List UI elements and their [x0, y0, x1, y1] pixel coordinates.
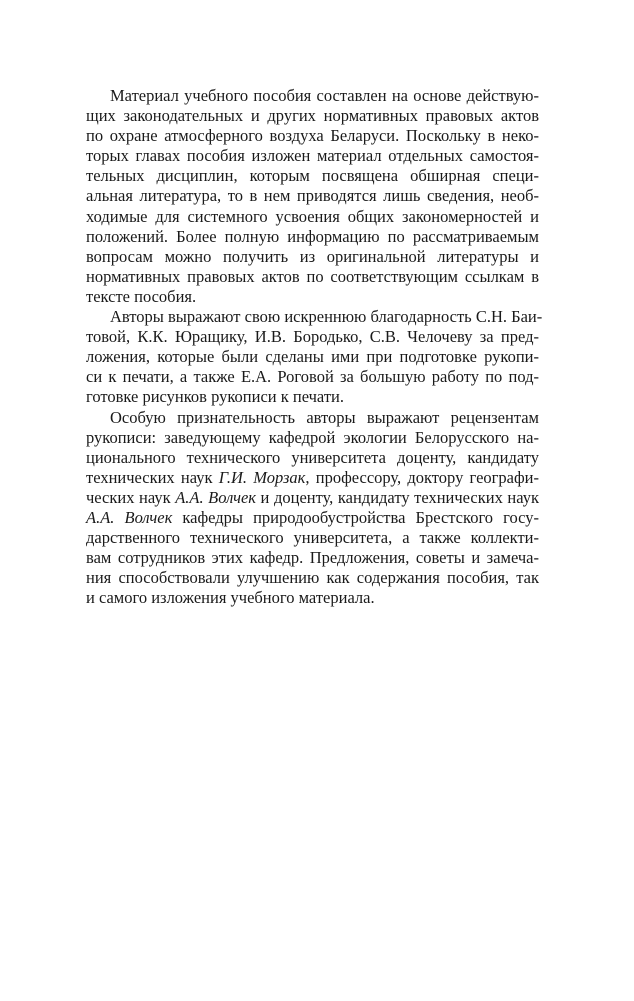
paragraph-3	[86, 408, 539, 609]
text-line: Материал учебного пособия составлен на основе действую-	[110, 86, 539, 105]
text-line: А.А. Волчек кафедры природообустройства Брестского госу-	[86, 507, 539, 527]
text-line: ходимые для системного усвоения общих закономерностей и	[86, 206, 539, 226]
text-line: ложения, которые были сделаны ими при подготовке рукопи-	[86, 347, 539, 367]
paragraph-1	[86, 86, 539, 307]
text-line: ционального технического университета доценту, кандидату	[86, 447, 539, 467]
text-line: товой, К.К. Юращику, И.В. Бородько, С.В. Челочеву за пред-	[86, 327, 539, 347]
text-line: торых главах пособия изложен материал отдельных самостоя-	[86, 146, 539, 166]
text-line: вам сотрудников этих кафедр. Предложения, советы и замеча-	[86, 548, 539, 568]
text-line: ческих наук А.А. Волчек и доценту, кандидату технических наук	[86, 487, 539, 507]
text-line: ния способствовали улучшению как содержания пособия, так	[86, 568, 539, 588]
text-line: нормативных правовых актов по соответствующим ссылкам в	[86, 266, 539, 286]
text-line: тельных дисциплин, которым посвящена обширная специ-	[86, 166, 539, 186]
text-line: щих законодательных и других нормативных правовых актов	[86, 106, 539, 126]
text-line: рукописи: заведующему кафедрой экологии Белорусского на-	[86, 427, 539, 447]
italic-name: А.А. Волчек	[86, 507, 173, 527]
text-line: готовке рисунков рукописи к печати.	[86, 387, 344, 407]
text-line: альная литература, то в нем приводятся лишь сведения, необ-	[86, 186, 539, 206]
text-line: си к печати, а также Е.А. Роговой за большую работу по под-	[86, 367, 539, 387]
text-line: вопросам можно получить из оригинальной литературы и	[86, 246, 539, 266]
text-line: тексте пособия.	[86, 286, 197, 306]
text-line: дарственного технического университета, а также коллекти-	[86, 528, 539, 548]
text-line: по охране атмосферного воздуха Беларуси. Поскольку в неко-	[86, 126, 539, 146]
text-line: технических наук Г.И. Морзак, профессору, доктору географи-	[86, 467, 540, 487]
italic-name: А.А. Волчек	[175, 487, 256, 507]
text-line: и самого изложения учебного материала.	[86, 588, 375, 608]
text-line: Особую признательность авторы выражают рецензентам	[110, 407, 539, 427]
preface-text	[86, 86, 543, 608]
italic-name: Г.И. Морзак	[218, 467, 306, 487]
text-line: положений. Более полную информацию по рассматриваемым	[86, 226, 539, 246]
text-line: Авторы выражают свою искреннюю благодарность С.Н. Баи-	[110, 307, 543, 327]
paragraph-2	[86, 307, 543, 407]
